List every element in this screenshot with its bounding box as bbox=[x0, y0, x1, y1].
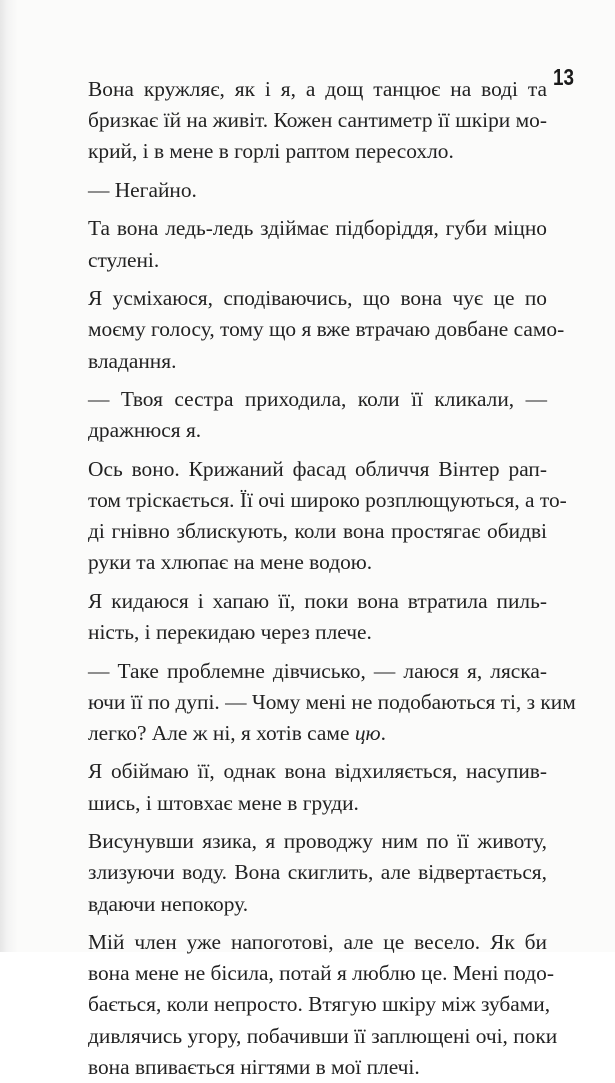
text-line: стулені. bbox=[88, 247, 160, 272]
emphasis-text: цю bbox=[354, 720, 381, 745]
paragraph bbox=[88, 213, 547, 275]
text-line: Висунувши язика, я проводжу ним по її животу, bbox=[88, 829, 547, 854]
text-line: том тріскається. Її очі широко розплющуються, а то- bbox=[88, 487, 567, 512]
text-line: ді гнівно зблискують, коли вона простягає обидві bbox=[88, 519, 547, 544]
text-line: Мій член уже напоготові, але це весело. Як би bbox=[88, 930, 547, 955]
page-gutter-shadow bbox=[0, 0, 18, 952]
text-line: крий, і в мене в горлі раптом пересохло. bbox=[88, 139, 454, 164]
text-line: бризкає їй на живіт. Кожен сантиметр її шкіри мо- bbox=[88, 108, 547, 133]
text-line: Я усміхаюся, сподіваючись, що вона чує це по bbox=[88, 286, 547, 311]
paragraph bbox=[88, 74, 547, 168]
page-number: 13 bbox=[553, 64, 574, 90]
text-line: шись, і штовхає мене в груди. bbox=[88, 790, 359, 815]
text-line: вона впивається нігтями в мої плечі. bbox=[88, 1054, 420, 1079]
paragraph bbox=[88, 927, 558, 1083]
paragraph bbox=[88, 384, 547, 446]
text-line: Вона кружляє, як і я, а дощ танцює на воді та bbox=[88, 77, 547, 101]
paragraph bbox=[88, 826, 547, 920]
paragraph bbox=[88, 454, 567, 579]
text-line: Я обіймаю її, однак вона відхиляється, насупив- bbox=[88, 759, 547, 784]
paragraph bbox=[88, 586, 547, 648]
text-line: владання. bbox=[88, 348, 177, 373]
text-line: ність, і перекидаю через плече. bbox=[88, 620, 372, 645]
paragraph bbox=[88, 756, 547, 818]
text-line bbox=[88, 718, 547, 749]
text-line: Ось воно. Крижаний фасад обличчя Вінтер рап- bbox=[88, 456, 547, 481]
text-line: Я кидаюся і хапаю її, поки вона втратила пиль- bbox=[88, 588, 547, 613]
paragraph bbox=[88, 175, 547, 206]
text-line: ючи її по дупі. — Чому мені не подобаються ті, з ким bbox=[88, 689, 576, 714]
text-line: вона мене не бісила, потай я люблю це. Мені подо- bbox=[88, 961, 554, 986]
text-line: — Негайно. bbox=[88, 177, 197, 202]
text-line: дражнюся я. bbox=[88, 418, 202, 443]
text-fragment: легко? Але ж ні, я хотів саме bbox=[88, 720, 355, 745]
text-line: руки та хлюпає на мене водою. bbox=[88, 550, 373, 575]
text-line: — Твоя сестра приходила, коли її кликали, — bbox=[88, 387, 547, 412]
text-line: Та вона ледь-ледь здіймає підборіддя, губи міцно bbox=[88, 216, 547, 241]
text-line: моєму голосу, тому що я вже втрачаю довбане само- bbox=[88, 317, 565, 342]
text-line: дивлячись угору, побачивши її заплющені очі, поки bbox=[88, 1023, 558, 1048]
text-line: вдаючи непокору. bbox=[88, 891, 249, 916]
text-line: — Таке проблемне дівчисько, — лаюся я, ляска- bbox=[88, 658, 547, 683]
text-line: бається, коли непросто. Втягую шкіру між зубами, bbox=[88, 992, 551, 1017]
paragraph bbox=[88, 656, 576, 750]
text-fragment: . bbox=[380, 720, 386, 745]
paragraph bbox=[88, 283, 565, 377]
text-line: злизуючи воду. Вона скиглить, але відвертається, bbox=[88, 860, 547, 885]
